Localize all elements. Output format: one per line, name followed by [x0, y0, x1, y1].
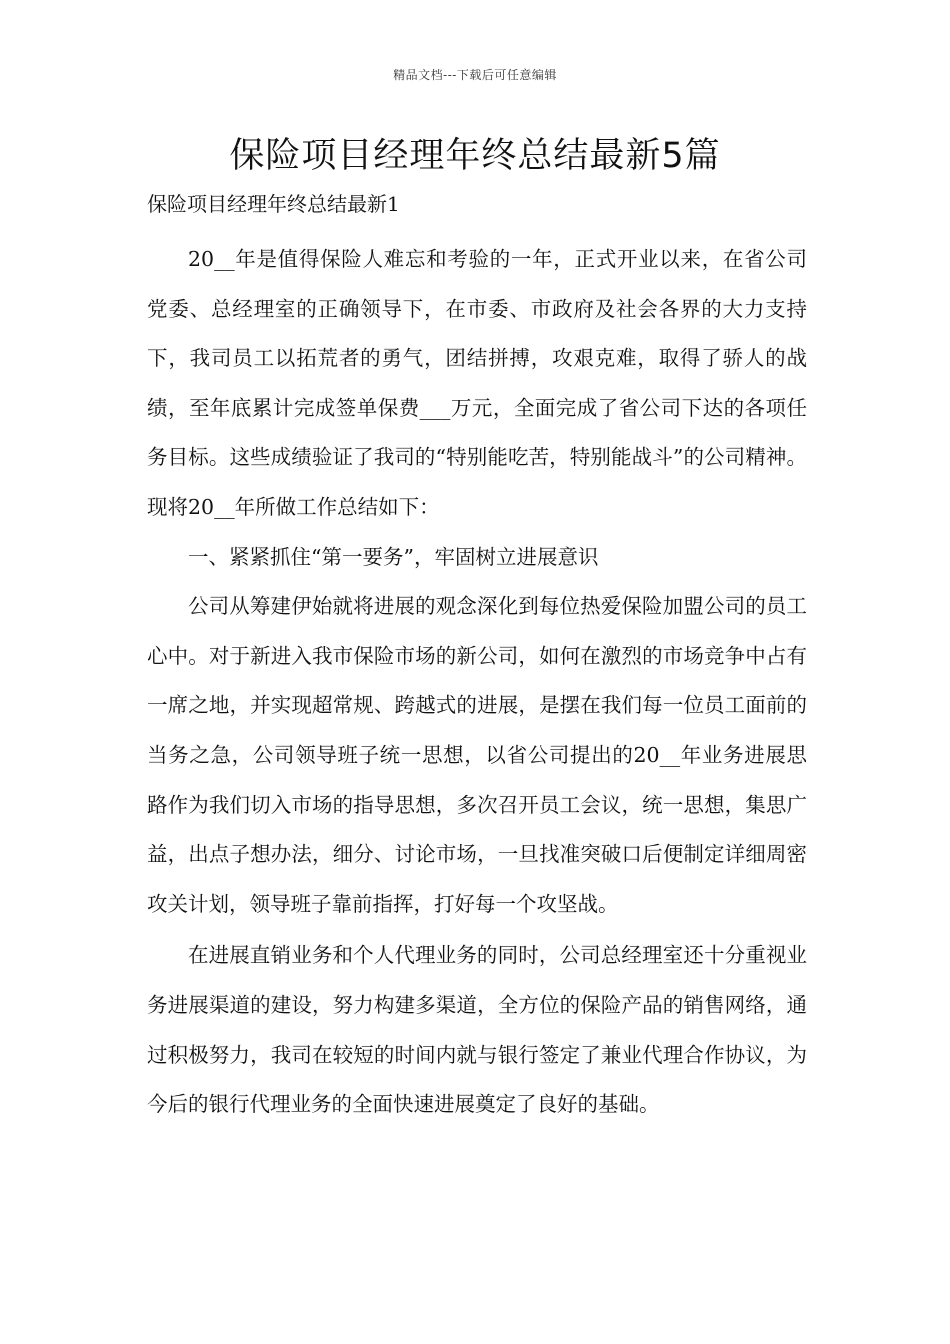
page-title: 保险项目经理年终总结最新5篇	[229, 136, 721, 176]
section-heading: 一、紧紧抓住“第一要务”，牢固树立进展意识	[188, 544, 599, 569]
paragraph-development: 公司从筹建伊始就将进展的观念深化到每位热爱保险加盟公司的员工心中。对于新进入我市保险市场的新公司，如何在激烈的市场竞争中占有一席之地，并实现超常规、跨越式的进展，是摆在我们每一位员工面前的当务之急，公司领导班子统一思想，以省公司提出的20__年业务进展思路作为我们切入市场的指导思想，多次召开员工会议，统一思想，集思广益，出点子想办法，细分、讨论市场，一旦找准突破口后便制定详细周密攻关计划，领导班子靠前指挥，打好每一个攻坚战。	[147, 594, 807, 916]
section-subtitle: 保险项目经理年终总结最新1	[147, 192, 400, 216]
body-text	[147, 235, 807, 1130]
header-watermark: 精品文档---下载后可任意编辑	[393, 68, 557, 82]
paragraph-intro: 20__年是值得保险人难忘和考验的一年，正式开业以来，在省公司党委、总经理室的正确领导下，在市委、市政府及社会各界的大力支持下，我司员工以拓荒者的勇气，团结拼搏，攻艰克难，取得了骄人的战绩，至年底累计完成签单保费___万元，全面完成了省公司下达的各项任务目标。这些成绩验证了我司的“特别能吃苦，特别能战斗”的公司精神。现将20__年所做工作总结如下：	[147, 247, 807, 519]
paragraph-channels: 在进展直销业务和个人代理业务的同时，公司总经理室还十分重视业务进展渠道的建设，努力构建多渠道，全方位的保险产品的销售网络，通过积极努力，我司在较短的时间内就与银行签定了兼业代理合作协议，为今后的银行代理业务的全面快速进展奠定了良好的基础。	[147, 943, 807, 1117]
